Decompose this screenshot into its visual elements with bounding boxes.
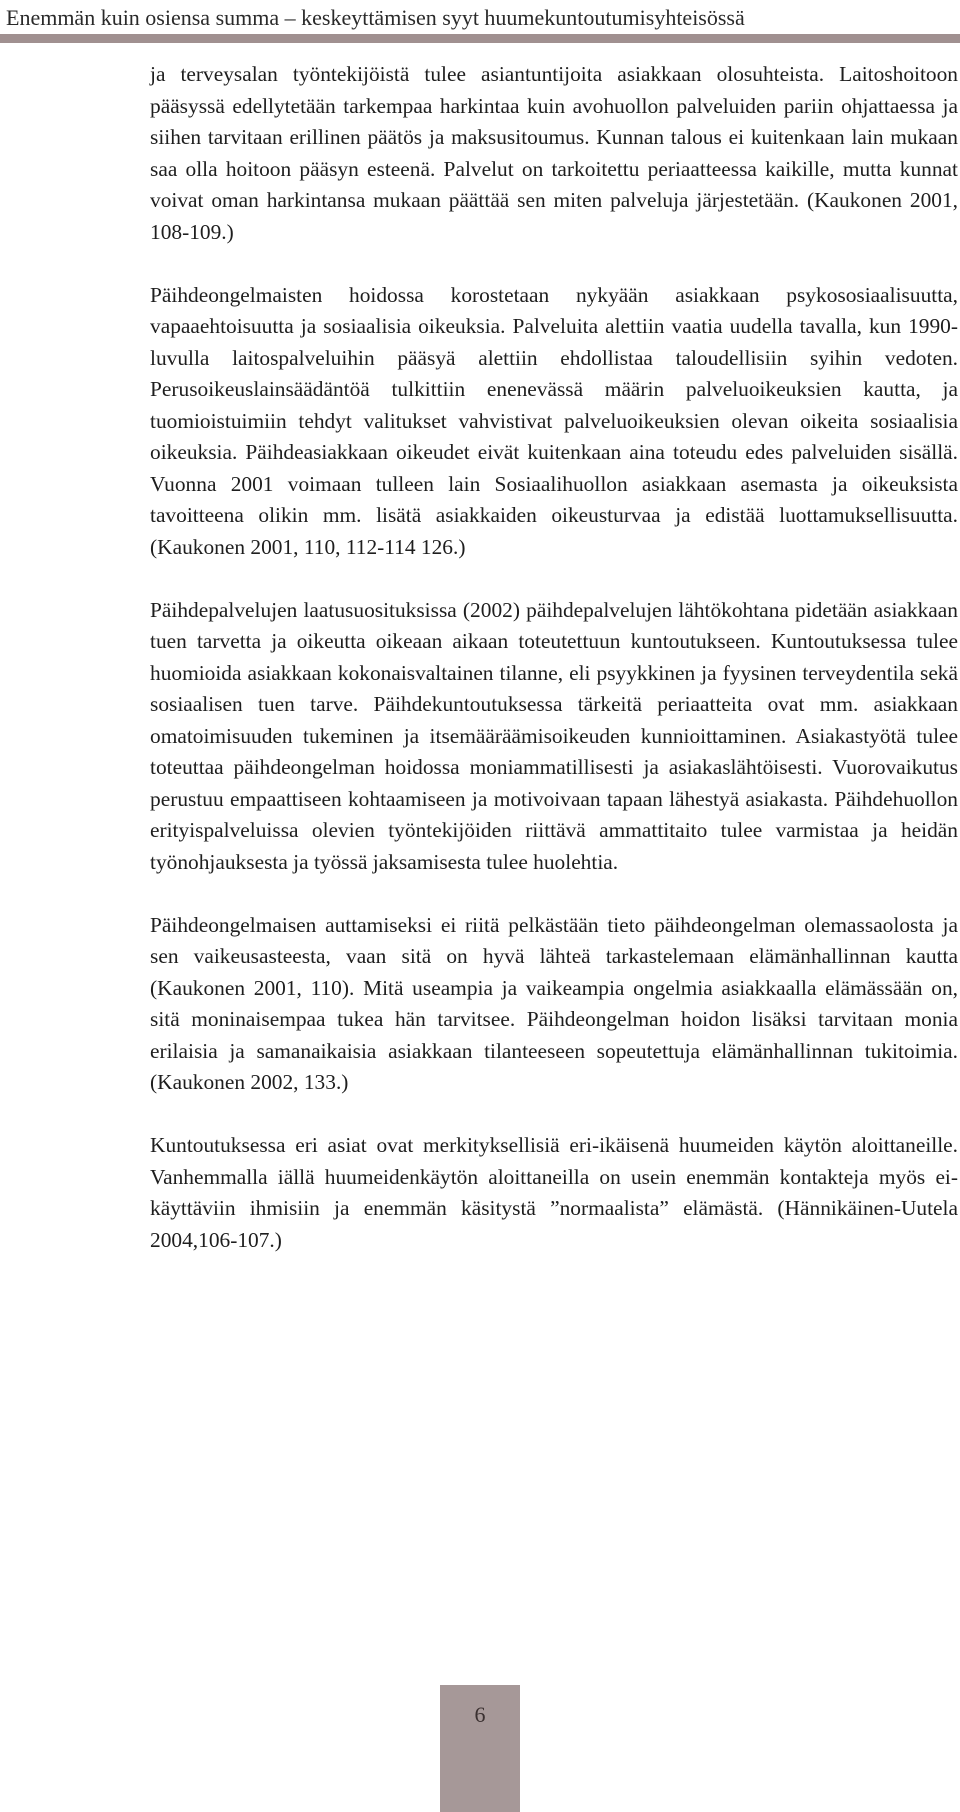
page-number: 6	[474, 1702, 486, 1727]
header-rule	[0, 34, 960, 43]
body-text	[150, 59, 958, 1288]
paragraph: Päihdeongelmaisen auttamiseksi ei riitä pelkästään tieto päihdeongelman olemassaolosta ja sen vaikeusasteesta, vaan sitä on hyvä lähteä tarkastelemaan elämänhallinnan kautta (Kaukonen 2001, 110). Mitä useampia ja vaikeampia ongelmia asiakkaalla elämässään on, sitä moninaisempaa tukea hän tarvitsee. Päihdeongelman hoidon lisäksi tarvitaan monia erilaisia ja samanaikaisia asiakkaan tilanteeseen sopeutettuja elämänhallinnan tukitoimia. (Kaukonen 2002, 133.)	[150, 912, 958, 1094]
paragraph: ja terveysalan työntekijöistä tulee asiantuntijoita asiakkaan olosuhteista. Laitoshoitoon pääsyssä edellytetään tarkempaa harkintaa kuin avohuollon palveluiden pariin ohjattaessa ja siihen tarvitaan erillinen päätös ja maksusitoumus. Kunnan talous ei kuitenkaan lain mukaan saa olla hoitoon pääsyn esteenä. Palvelut on tarkoitettu periaatteessa kaikille, mutta kunnat voivat oman harkintansa mukaan päättää sen miten palveluja järjestetään. (Kaukonen 2001, 108-109.)	[150, 62, 958, 244]
paragraph: Päihdepalvelujen laatusuosituksissa (2002) päihdepalvelujen lähtökohtana pidetään asiakkaan tuen tarvetta ja oikeutta oikeaan aikaan toteutettuun kuntoutukseen. Kuntoutuksessa tulee huomioida asiakkaan kokonaisvaltainen tilanne, eli psyykkinen ja fyysinen terveydentila sekä sosiaalisen tuen tarve. Päihdekuntoutuksessa tärkeitä periaatteita ovat mm. asiakkaan omatoimisuuden tukeminen ja itsemääräämisoikeuden kunnioittaminen. Asiakastyötä tulee toteuttaa päihdeongelman hoidossa moniammatillisesti ja asiakaslähtöisesti. Vuorovaikutus perustuu empaattiseen kohtaamiseen ja motivoivaan tapaan lähestyä asiakasta. Päihdehuollon erityispalveluissa olevien työntekijöiden riittävä ammattitaito tulee varmistaa ja heidän työnohjauksesta ja työssä jaksamisesta tulee huolehtia.	[150, 597, 958, 874]
running-header-title: Enemmän kuin osiensa summa – keskeyttämisen syyt huumekuntoutumisyhteisössä	[6, 5, 745, 30]
paragraph: Päihdeongelmaisten hoidossa korostetaan nykyään asiakkaan psykososiaalisuutta, vapaaehtoisuutta ja sosiaalisia oikeuksia. Palveluita alettiin vaatia uudella tavalla, kun 1990-luvulla laitospalveluihin pääsyä alettiin ehdollistaa taloudellisiin syihin vedoten. Perusoikeuslainsäädäntöä tulkittiin enenevässä määrin palveluoikeuksien kautta, ja tuomioistuimiin tehdyt valitukset vahvistivat palveluoikeuksien olevan oikeita sosiaalisia oikeuksia. Päihdeasiakkaan oikeudet eivät kuitenkaan aina toteudu edes palveluiden sisällä. Vuonna 2001 voimaan tulleen lain Sosiaalihuollon asiakkaan asemasta ja oikeuksista tavoitteena olikin mm. lisätä asiakkaiden oikeusturvaa ja edistää luottamuksellisuutta. (Kaukonen 2001, 110, 112-114 126.)	[150, 282, 958, 559]
running-header	[0, 0, 960, 44]
page-number-box	[440, 1685, 520, 1812]
paragraph: Kuntoutuksessa eri asiat ovat merkityksellisiä eri-ikäisenä huumeiden käytön aloittaneille. Vanhemmalla iällä huumeidenkäytön aloittaneilla on usein enemmän kontakteja myös ei-käyttäviin ihmisiin ja enemmän käsitystä ”normaalista” elämästä. (Hännikäinen-Uutela 2004,106-107.)	[150, 1133, 958, 1252]
